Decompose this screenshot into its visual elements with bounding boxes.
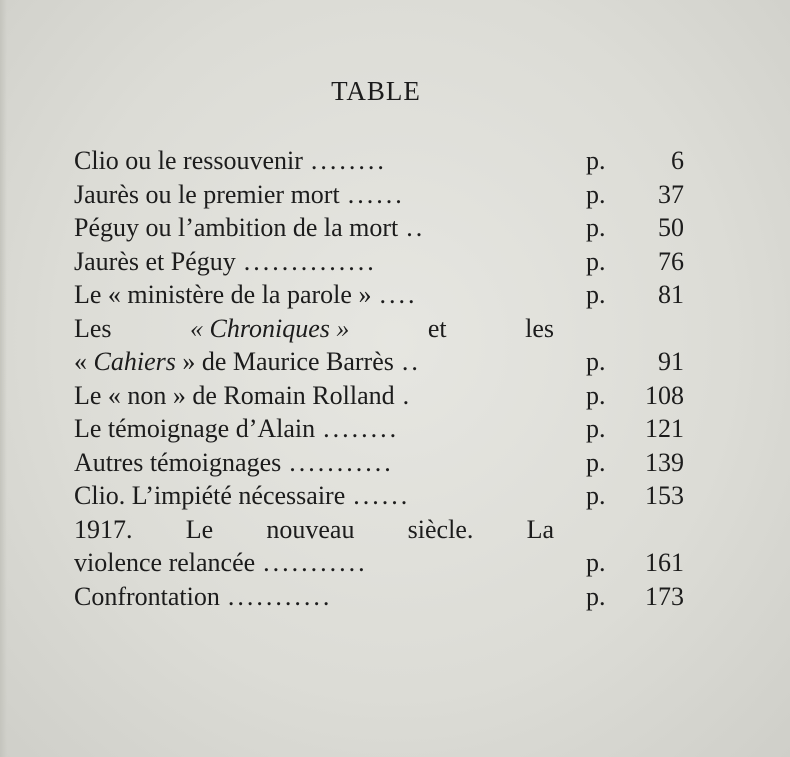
toc-page-prefix: p.: [586, 246, 606, 276]
toc-entry-label: Le « ministère de la parole » ....: [74, 280, 418, 309]
toc-entry-label: « Cahiers » de Maurice Barrès ..: [74, 347, 421, 376]
toc-page-prefix: p.: [586, 548, 606, 577]
toc-page-number: 6: [671, 146, 684, 175]
toc-entry: [74, 178, 684, 212]
toc-entry-label: Autres témoignages ...........: [74, 447, 394, 477]
toc-entry: [74, 580, 684, 614]
toc-page-prefix: p.: [586, 481, 606, 510]
toc-page-prefix: p.: [586, 213, 606, 242]
page-edge: [0, 0, 7, 757]
toc-entry-label: Les « Chroniques » et les: [74, 313, 554, 343]
toc-page-prefix: p.: [586, 146, 606, 175]
toc-page-prefix: p.: [586, 347, 606, 376]
toc-entry-label: Clio ou le ressouvenir ........: [74, 146, 387, 175]
toc-entry-label: Péguy ou l’ambition de la mort ..: [74, 213, 426, 242]
toc-page-number: 108: [645, 380, 684, 410]
toc-page-number: 173: [645, 581, 684, 611]
toc-page-number: 81: [658, 280, 684, 309]
toc-entry-continued: [74, 513, 684, 547]
toc-page-number: 139: [645, 447, 684, 477]
toc-page-number: 121: [645, 414, 684, 443]
toc-entry: [74, 144, 684, 178]
toc-page-number: 91: [658, 347, 684, 376]
toc-entry: [74, 379, 684, 413]
toc-entry-label: Jaurès ou le premier mort ......: [74, 179, 405, 209]
toc-page-prefix: p.: [586, 179, 606, 209]
toc-entry-label: Le témoignage d’Alain ........: [74, 414, 400, 443]
toc-entry: [74, 211, 684, 245]
toc-page-number: 153: [645, 481, 684, 510]
toc-entry: [74, 479, 684, 513]
toc-page-number: 50: [658, 213, 684, 242]
toc-entry: [74, 412, 684, 446]
toc-entry-continued: [74, 312, 684, 346]
toc-entry-label: Clio. L’impiété nécessaire ......: [74, 481, 411, 510]
toc-page-prefix: p.: [586, 280, 606, 309]
toc-page-prefix: p.: [586, 581, 606, 611]
toc-entry: [74, 345, 684, 379]
table-of-contents: [74, 144, 684, 613]
toc-page-number: 161: [645, 548, 684, 577]
toc-entry-label: violence relancée ...........: [74, 548, 368, 577]
toc-entry-label: Confrontation ...........: [74, 581, 333, 611]
toc-entry: [74, 446, 684, 480]
toc-entry-label: Le « non » de Romain Rolland .: [74, 380, 413, 410]
toc-page-prefix: p.: [586, 447, 606, 477]
toc-entry-label: Jaurès et Péguy ..............: [74, 246, 377, 276]
toc-page-number: 76: [658, 246, 684, 276]
toc-entry: [74, 278, 684, 312]
toc-page-prefix: p.: [586, 380, 606, 410]
toc-entry: [74, 546, 684, 580]
toc-entry-label: 1917. Le nouveau siècle. La: [74, 514, 554, 544]
toc-page-number: 37: [658, 179, 684, 209]
page-title: TABLE: [331, 76, 421, 106]
toc-entry: [74, 245, 684, 279]
toc-page-prefix: p.: [586, 414, 606, 443]
